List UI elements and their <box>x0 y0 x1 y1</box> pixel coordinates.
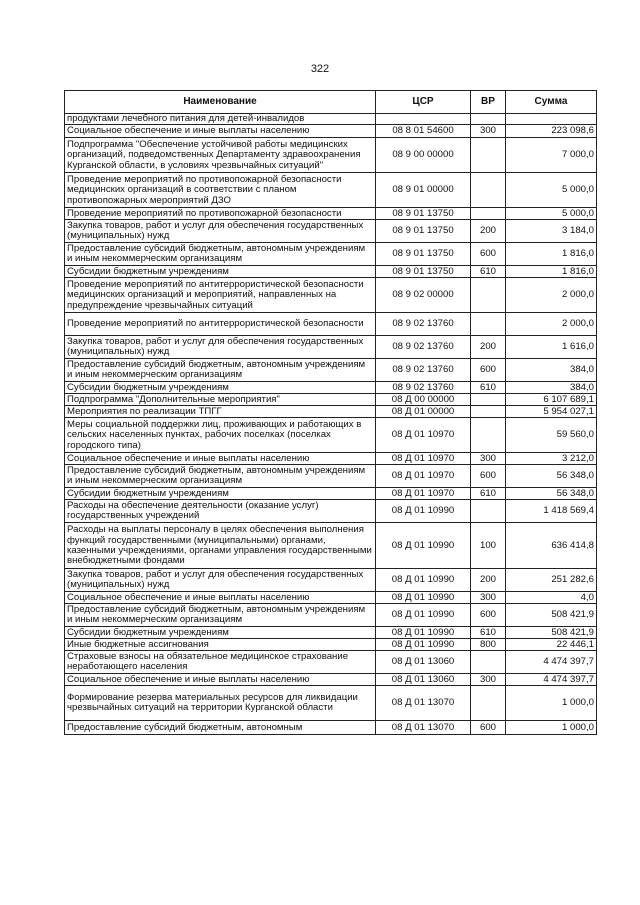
table-cell-vr: 300 <box>471 674 506 686</box>
table-cell-vr <box>471 278 506 313</box>
table-cell-sum: 7 000,0 <box>506 138 597 173</box>
table-cell-sum: 1 816,0 <box>506 266 597 278</box>
table-cell-sum: 508 421,9 <box>506 627 597 639</box>
table-cell-csr: 08 Д 00 00000 <box>376 394 471 406</box>
table-cell-csr: 08 Д 01 00000 <box>376 406 471 418</box>
table-row <box>65 627 597 639</box>
table-row <box>65 336 597 359</box>
table-cell-csr: 08 9 01 00000 <box>376 173 471 208</box>
table-row <box>65 500 597 523</box>
table-cell-vr <box>471 651 506 674</box>
table-cell-sum: 5 954 027,1 <box>506 406 597 418</box>
table-row <box>65 114 597 125</box>
table-cell-name: Страховые взносы на обязательное медицинское страхование неработающего населения <box>65 651 376 674</box>
table-row <box>65 674 597 686</box>
table-cell-sum: 3 212,0 <box>506 453 597 465</box>
table-cell-name: Субсидии бюджетным учреждениям <box>65 266 376 278</box>
table-row <box>65 359 597 382</box>
table-cell-name: Социальное обеспечение и иные выплаты населению <box>65 453 376 465</box>
table-cell-name: Проведение мероприятий по антитеррористической безопасности медицинских организаций и мероприятий, направленных на предупреждение чрезвычайных ситуаций <box>65 278 376 313</box>
table-row <box>65 220 597 243</box>
table-cell-sum <box>506 114 597 125</box>
table-cell-name: Расходы на выплаты персоналу в целях обеспечения выполнения функций государственными (муниципальными) органами, казенными учреждениями, органами управления государственными внебюджетными фондами <box>65 523 376 569</box>
budget-table <box>64 90 597 735</box>
table-cell-sum: 384,0 <box>506 359 597 382</box>
table-cell-name: Предоставление субсидий бюджетным, автономным учреждениям и иным некоммерческим организациям <box>65 465 376 488</box>
table-cell-name: Социальное обеспечение и иные выплаты населению <box>65 674 376 686</box>
table-row <box>65 465 597 488</box>
table-cell-sum: 5 000,0 <box>506 173 597 208</box>
table-cell-vr: 800 <box>471 639 506 651</box>
table-cell-csr: 08 9 02 00000 <box>376 278 471 313</box>
table-cell-csr: 08 Д 01 10990 <box>376 604 471 627</box>
table-cell-sum: 22 446,1 <box>506 639 597 651</box>
table-row <box>65 686 597 721</box>
table-cell-csr: 08 Д 01 10990 <box>376 639 471 651</box>
table-cell-name: Мероприятия по реализации ТПГГ <box>65 406 376 418</box>
table-row <box>65 125 597 138</box>
table-cell-vr: 300 <box>471 453 506 465</box>
table-cell-vr: 300 <box>471 125 506 138</box>
table-cell-sum: 1 000,0 <box>506 721 597 735</box>
table-cell-csr: 08 9 02 13760 <box>376 382 471 394</box>
table-cell-csr: 08 9 00 00000 <box>376 138 471 173</box>
table-cell-csr: 08 9 01 13750 <box>376 220 471 243</box>
table-row <box>65 651 597 674</box>
table-cell-csr: 08 Д 01 10990 <box>376 569 471 592</box>
table-row <box>65 313 597 336</box>
table-cell-vr: 200 <box>471 220 506 243</box>
header-csr: ЦСР <box>376 91 471 114</box>
table-cell-vr: 100 <box>471 523 506 569</box>
table-body <box>65 114 597 735</box>
table-cell-vr: 600 <box>471 243 506 266</box>
table-header-row <box>65 91 597 114</box>
table-row <box>65 453 597 465</box>
table-cell-vr <box>471 114 506 125</box>
table-cell-name: Проведение мероприятий по противопожарной безопасности <box>65 208 376 220</box>
table-row <box>65 406 597 418</box>
table-cell-name: Меры социальной поддержки лиц, проживающих и работающих в сельских населенных пунктах, рабочих поселках (поселках городского типа) <box>65 418 376 453</box>
table-cell-vr <box>471 500 506 523</box>
table-row <box>65 488 597 500</box>
table-cell-sum: 2 000,0 <box>506 278 597 313</box>
table-cell-name: Расходы на обеспечение деятельности (оказание услуг) государственных учреждений <box>65 500 376 523</box>
table-cell-name: Предоставление субсидий бюджетным, автономным учреждениям и иным некоммерческим организациям <box>65 359 376 382</box>
table-cell-sum: 5 000,0 <box>506 208 597 220</box>
table-cell-vr: 610 <box>471 266 506 278</box>
table-cell-csr: 08 Д 01 10990 <box>376 627 471 639</box>
table-row <box>65 592 597 604</box>
table-cell-sum: 1 000,0 <box>506 686 597 721</box>
table-cell-sum: 4 474 397,7 <box>506 651 597 674</box>
table-cell-csr <box>376 114 471 125</box>
table-cell-vr: 610 <box>471 382 506 394</box>
table-row <box>65 208 597 220</box>
table-row <box>65 721 597 735</box>
table-cell-vr <box>471 138 506 173</box>
table-cell-name: Закупка товаров, работ и услуг для обеспечения государственных (муниципальных) нужд <box>65 336 376 359</box>
table-cell-sum: 223 098,6 <box>506 125 597 138</box>
table-cell-csr: 08 Д 01 13060 <box>376 674 471 686</box>
table-cell-csr: 08 Д 01 10990 <box>376 592 471 604</box>
page-number: 322 <box>310 63 330 75</box>
table-cell-csr: 08 Д 01 13060 <box>376 651 471 674</box>
table-cell-sum: 56 348,0 <box>506 488 597 500</box>
table-cell-csr: 08 9 02 13760 <box>376 313 471 336</box>
table-cell-sum: 636 414,8 <box>506 523 597 569</box>
table-cell-vr: 600 <box>471 604 506 627</box>
table-cell-csr: 08 Д 01 13070 <box>376 686 471 721</box>
table-cell-vr <box>471 418 506 453</box>
table-cell-vr <box>471 313 506 336</box>
table-cell-csr: 08 9 02 13760 <box>376 336 471 359</box>
table-cell-name: Формирование резерва материальных ресурсов для ликвидации чрезвычайных ситуаций на территории Курганской области <box>65 686 376 721</box>
table-cell-sum: 2 000,0 <box>506 313 597 336</box>
table-cell-name: Подпрограмма "Обеспечение устойчивой работы медицинских организаций, подведомственных Департаменту здравоохранения Курганской области, в условиях чрезвычайных ситуаций" <box>65 138 376 173</box>
table-cell-sum: 4 474 397,7 <box>506 674 597 686</box>
table-cell-name: Субсидии бюджетным учреждениям <box>65 382 376 394</box>
header-name: Наименование <box>65 91 376 114</box>
table-cell-csr: 08 Д 01 13070 <box>376 721 471 735</box>
table-row <box>65 278 597 313</box>
table-cell-name: Субсидии бюджетным учреждениям <box>65 488 376 500</box>
table-cell-name: Подпрограмма "Дополнительные мероприятия" <box>65 394 376 406</box>
table-cell-vr: 600 <box>471 359 506 382</box>
table-cell-csr: 08 9 01 13750 <box>376 266 471 278</box>
table-cell-vr: 610 <box>471 627 506 639</box>
table-cell-sum: 59 560,0 <box>506 418 597 453</box>
table-cell-name: Предоставление субсидий бюджетным, автономным учреждениям и иным некоммерческим организациям <box>65 243 376 266</box>
table-cell-vr <box>471 394 506 406</box>
header-vr: ВР <box>471 91 506 114</box>
table-cell-csr: 08 9 02 13760 <box>376 359 471 382</box>
table-cell-vr: 610 <box>471 488 506 500</box>
table-cell-vr <box>471 406 506 418</box>
table-row <box>65 523 597 569</box>
table-cell-name: Субсидии бюджетным учреждениям <box>65 627 376 639</box>
table-cell-name: Проведение мероприятий по антитеррористической безопасности <box>65 313 376 336</box>
table-row <box>65 418 597 453</box>
table-cell-sum: 3 184,0 <box>506 220 597 243</box>
table-cell-name: Социальное обеспечение и иные выплаты населению <box>65 125 376 138</box>
table-cell-csr: 08 9 01 13750 <box>376 208 471 220</box>
table-cell-sum: 251 282,6 <box>506 569 597 592</box>
table-cell-sum: 1 616,0 <box>506 336 597 359</box>
table-cell-name: Закупка товаров, работ и услуг для обеспечения государственных (муниципальных) нужд <box>65 220 376 243</box>
table-cell-vr <box>471 208 506 220</box>
table-cell-name: Проведение мероприятий по противопожарной безопасности медицинских организаций в соответствии с планом противопожарных мероприятий ДЗО <box>65 173 376 208</box>
table-row <box>65 266 597 278</box>
table-cell-csr: 08 Д 01 10970 <box>376 465 471 488</box>
table-cell-vr: 600 <box>471 721 506 735</box>
table-row <box>65 604 597 627</box>
table-cell-name: продуктами лечебного питания для детей-инвалидов <box>65 114 376 125</box>
table-cell-vr: 300 <box>471 592 506 604</box>
table-cell-name: Иные бюджетные ассигнования <box>65 639 376 651</box>
table-cell-csr: 08 Д 01 10970 <box>376 453 471 465</box>
table-cell-vr <box>471 686 506 721</box>
table-cell-csr: 08 Д 01 10990 <box>376 523 471 569</box>
table-row <box>65 173 597 208</box>
table-row <box>65 243 597 266</box>
table-cell-csr: 08 Д 01 10970 <box>376 488 471 500</box>
table-cell-csr: 08 Д 01 10970 <box>376 418 471 453</box>
table-cell-vr: 600 <box>471 465 506 488</box>
table-cell-sum: 6 107 689,1 <box>506 394 597 406</box>
header-sum: Сумма <box>506 91 597 114</box>
table-cell-vr: 200 <box>471 336 506 359</box>
table-row <box>65 138 597 173</box>
table-cell-sum: 56 348,0 <box>506 465 597 488</box>
table-row <box>65 394 597 406</box>
table-cell-sum: 1 816,0 <box>506 243 597 266</box>
table-row <box>65 382 597 394</box>
table-cell-sum: 384,0 <box>506 382 597 394</box>
table-cell-csr: 08 8 01 54600 <box>376 125 471 138</box>
table-cell-name: Закупка товаров, работ и услуг для обеспечения государственных (муниципальных) нужд <box>65 569 376 592</box>
table-cell-sum: 1 418 569,4 <box>506 500 597 523</box>
table-cell-vr <box>471 173 506 208</box>
table-row <box>65 569 597 592</box>
table-cell-csr: 08 Д 01 10990 <box>376 500 471 523</box>
table-cell-sum: 508 421,9 <box>506 604 597 627</box>
table-cell-vr: 200 <box>471 569 506 592</box>
table-cell-csr: 08 9 01 13750 <box>376 243 471 266</box>
table-cell-name: Социальное обеспечение и иные выплаты населению <box>65 592 376 604</box>
table-cell-sum: 4,0 <box>506 592 597 604</box>
table-row <box>65 639 597 651</box>
table-cell-name: Предоставление субсидий бюджетным, автономным учреждениям и иным некоммерческим организациям <box>65 604 376 627</box>
table-cell-name: Предоставление субсидий бюджетным, автономным <box>65 721 376 735</box>
